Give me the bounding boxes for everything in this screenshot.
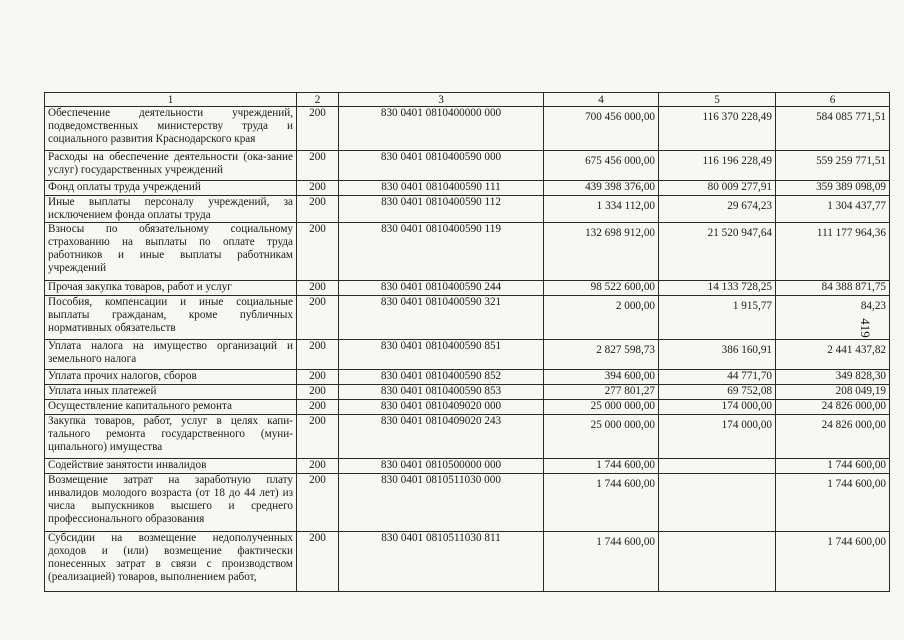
amount-value: 349 828,30: [835, 370, 886, 382]
row-col2-cell: 200: [297, 385, 339, 400]
amount-value: 21 520 947,64: [707, 227, 772, 239]
row-code-cell: 830 0401 0810500000 000: [339, 459, 544, 474]
row-amount-plan-cell: [544, 223, 659, 281]
row-amount-remaining-cell: [776, 196, 890, 223]
table-row: [45, 532, 890, 592]
amount-value: 111 177 964,36: [816, 227, 886, 239]
row-amount-plan-cell: [544, 532, 659, 592]
amount-value: 584 085 771,51: [816, 111, 886, 123]
amount-value: 359 389 098,09: [816, 181, 886, 193]
row-col2-cell: 200: [297, 415, 339, 459]
row-col2-cell: 200: [297, 370, 339, 385]
row-name-cell: Закупка товаров, работ, услуг в целях капи-тального ремонта государственного (муни-ципального) имущества: [45, 415, 297, 459]
row-col2-cell: 200: [297, 340, 339, 370]
row-col2-cell: 200: [297, 181, 339, 196]
amount-value: 277 801,27: [604, 385, 655, 397]
row-amount-plan-cell: [544, 385, 659, 400]
row-amount-executed-cell: [659, 340, 776, 370]
row-amount-executed-cell: [659, 151, 776, 181]
table-row: [45, 296, 890, 340]
row-name-cell: Иные выплаты персоналу учреждений, за исключением фонда оплаты труда: [45, 196, 297, 223]
row-amount-executed-cell: [659, 223, 776, 281]
row-code-cell: 830 0401 0810409020 243: [339, 415, 544, 459]
row-name-cell: Уплата налога на имущество организаций и земельного налога: [45, 340, 297, 370]
row-name-cell: Пособия, компенсации и иные социальные выплаты гражданам, кроме публичных нормативных обязательств: [45, 296, 297, 340]
row-amount-remaining-cell: [776, 181, 890, 196]
row-amount-executed-cell: [659, 532, 776, 592]
amount-value: 84 388 871,75: [821, 281, 886, 293]
amount-value: 675 456 000,00: [585, 155, 655, 167]
row-name-cell: Возмещение затрат на заработную плату инвалидов молодого возраста (от 18 до 44 лет) из числа выпускников высшего и среднего профессионального образования: [45, 474, 297, 532]
amount-value: 559 259 771,51: [816, 155, 886, 167]
amount-value: 1 744 600,00: [596, 536, 655, 548]
column-header: 6: [776, 93, 890, 107]
row-amount-plan-cell: [544, 181, 659, 196]
row-amount-plan-cell: [544, 400, 659, 415]
table-header-row: [45, 93, 890, 107]
amount-value: 700 456 000,00: [585, 111, 655, 123]
row-code-cell: 830 0401 0810400590 244: [339, 281, 544, 296]
table-row: [45, 415, 890, 459]
row-amount-executed-cell: [659, 400, 776, 415]
row-amount-remaining-cell: [776, 151, 890, 181]
amount-value: 386 160,91: [721, 344, 772, 356]
row-amount-remaining-cell: [776, 385, 890, 400]
row-amount-remaining-cell: [776, 415, 890, 459]
row-amount-remaining-cell: [776, 223, 890, 281]
amount-value: 208 049,19: [835, 385, 886, 397]
row-amount-executed-cell: [659, 181, 776, 196]
row-name-cell: Фонд оплаты труда учреждений: [45, 181, 297, 196]
amount-value: 14 133 728,25: [707, 281, 772, 293]
table-row: [45, 181, 890, 196]
page-number: 419: [858, 318, 873, 338]
row-col2-cell: 200: [297, 400, 339, 415]
row-name-cell: Уплата иных платежей: [45, 385, 297, 400]
row-name-cell: Субсидии на возмещение недополученных доходов и (или) возмещение фактически понесенных затрат в связи с производством (реализацией) товаров, выполнением работ,: [45, 532, 297, 592]
amount-value: 24 826 000,00: [821, 400, 886, 412]
row-code-cell: 830 0401 0810400590 000: [339, 151, 544, 181]
amount-value: 1 915,77: [732, 300, 772, 312]
row-name-cell: Расходы на обеспечение деятельности (ока-зание услуг) государственных учреждений: [45, 151, 297, 181]
amount-value: 80 009 277,91: [707, 181, 772, 193]
row-name-cell: Обеспечение деятельности учреждений, подведомственных министерству труда и социального развития Краснодарского края: [45, 107, 297, 151]
row-amount-executed-cell: [659, 385, 776, 400]
row-amount-plan-cell: [544, 415, 659, 459]
row-code-cell: 830 0401 0810400590 112: [339, 196, 544, 223]
amount-value: 25 000 000,00: [590, 419, 655, 431]
amount-value: 84,23: [860, 300, 886, 312]
row-amount-plan-cell: [544, 459, 659, 474]
row-name-cell: Осуществление капитального ремонта: [45, 400, 297, 415]
row-code-cell: 830 0401 0810511030 811: [339, 532, 544, 592]
row-col2-cell: 200: [297, 151, 339, 181]
row-amount-plan-cell: [544, 196, 659, 223]
table-row: [45, 281, 890, 296]
row-amount-plan-cell: [544, 474, 659, 532]
row-amount-remaining-cell: [776, 459, 890, 474]
row-amount-executed-cell: [659, 107, 776, 151]
row-code-cell: 830 0401 0810400590 853: [339, 385, 544, 400]
amount-value: 1 744 600,00: [596, 478, 655, 490]
row-amount-executed-cell: [659, 415, 776, 459]
table-row: [45, 459, 890, 474]
table-row: [45, 400, 890, 415]
row-name-cell: Прочая закупка товаров, работ и услуг: [45, 281, 297, 296]
row-amount-executed-cell: [659, 459, 776, 474]
row-code-cell: 830 0401 0810409020 000: [339, 400, 544, 415]
table-row: [45, 370, 890, 385]
amount-value: 1 334 112,00: [596, 200, 655, 212]
row-name-cell: Уплата прочих налогов, сборов: [45, 370, 297, 385]
row-amount-executed-cell: [659, 281, 776, 296]
amount-value: 116 370 228,49: [702, 111, 772, 123]
row-amount-remaining-cell: [776, 370, 890, 385]
row-amount-remaining-cell: [776, 340, 890, 370]
row-code-cell: 830 0401 0810400590 852: [339, 370, 544, 385]
amount-value: 98 522 600,00: [590, 281, 655, 293]
amount-value: 116 196 228,49: [702, 155, 772, 167]
table-row: [45, 340, 890, 370]
amount-value: 174 000,00: [721, 419, 772, 431]
row-col2-cell: 200: [297, 107, 339, 151]
amount-value: 24 826 000,00: [821, 419, 886, 431]
row-amount-plan-cell: [544, 340, 659, 370]
row-col2-cell: 200: [297, 196, 339, 223]
row-amount-plan-cell: [544, 296, 659, 340]
amount-value: 2 441 437,82: [827, 344, 886, 356]
amount-value: 25 000 000,00: [590, 400, 655, 412]
row-col2-cell: 200: [297, 296, 339, 340]
table-row: [45, 196, 890, 223]
table-row: [45, 107, 890, 151]
row-col2-cell: 200: [297, 474, 339, 532]
row-col2-cell: 200: [297, 459, 339, 474]
row-code-cell: 830 0401 0810511030 000: [339, 474, 544, 532]
row-amount-plan-cell: [544, 281, 659, 296]
amount-value: 1 744 600,00: [827, 536, 886, 548]
amount-value: 2 827 598,73: [596, 344, 655, 356]
row-code-cell: 830 0401 0810400000 000: [339, 107, 544, 151]
row-amount-executed-cell: [659, 370, 776, 385]
table-row: [45, 474, 890, 532]
row-code-cell: 830 0401 0810400590 119: [339, 223, 544, 281]
budget-table: [44, 92, 890, 592]
row-amount-remaining-cell: [776, 281, 890, 296]
amount-value: 394 600,00: [604, 370, 655, 382]
row-amount-executed-cell: [659, 296, 776, 340]
amount-value: 44 771,70: [727, 370, 772, 382]
row-col2-cell: 200: [297, 223, 339, 281]
table-row: [45, 151, 890, 181]
amount-value: 69 752,08: [727, 385, 772, 397]
row-code-cell: 830 0401 0810400590 111: [339, 181, 544, 196]
amount-value: 132 698 912,00: [585, 227, 655, 239]
row-amount-plan-cell: [544, 107, 659, 151]
row-amount-plan-cell: [544, 370, 659, 385]
amount-value: 1 744 600,00: [827, 478, 886, 490]
row-amount-remaining-cell: [776, 400, 890, 415]
row-amount-remaining-cell: [776, 474, 890, 532]
row-amount-executed-cell: [659, 196, 776, 223]
row-code-cell: 830 0401 0810400590 851: [339, 340, 544, 370]
column-header: 4: [544, 93, 659, 107]
table-row: [45, 385, 890, 400]
row-col2-cell: 200: [297, 281, 339, 296]
amount-value: 1 744 600,00: [827, 459, 886, 471]
amount-value: 1 744 600,00: [596, 459, 655, 471]
column-header: 1: [45, 93, 297, 107]
row-name-cell: Содействие занятости инвалидов: [45, 459, 297, 474]
amount-value: 29 674,23: [727, 200, 772, 212]
row-col2-cell: 200: [297, 532, 339, 592]
amount-value: 1 304 437,77: [827, 200, 886, 212]
column-header: 3: [339, 93, 544, 107]
row-code-cell: 830 0401 0810400590 321: [339, 296, 544, 340]
amount-value: 439 398 376,00: [585, 181, 655, 193]
row-amount-remaining-cell: [776, 107, 890, 151]
amount-value: 174 000,00: [721, 400, 772, 412]
table-row: [45, 223, 890, 281]
column-header: 2: [297, 93, 339, 107]
row-amount-remaining-cell: [776, 532, 890, 592]
row-amount-plan-cell: [544, 151, 659, 181]
row-name-cell: Взносы по обязательному социальному страхованию на выплаты по оплате труда работников и иные выплаты работникам учреждений: [45, 223, 297, 281]
column-header: 5: [659, 93, 776, 107]
amount-value: 2 000,00: [615, 300, 655, 312]
row-amount-executed-cell: [659, 474, 776, 532]
